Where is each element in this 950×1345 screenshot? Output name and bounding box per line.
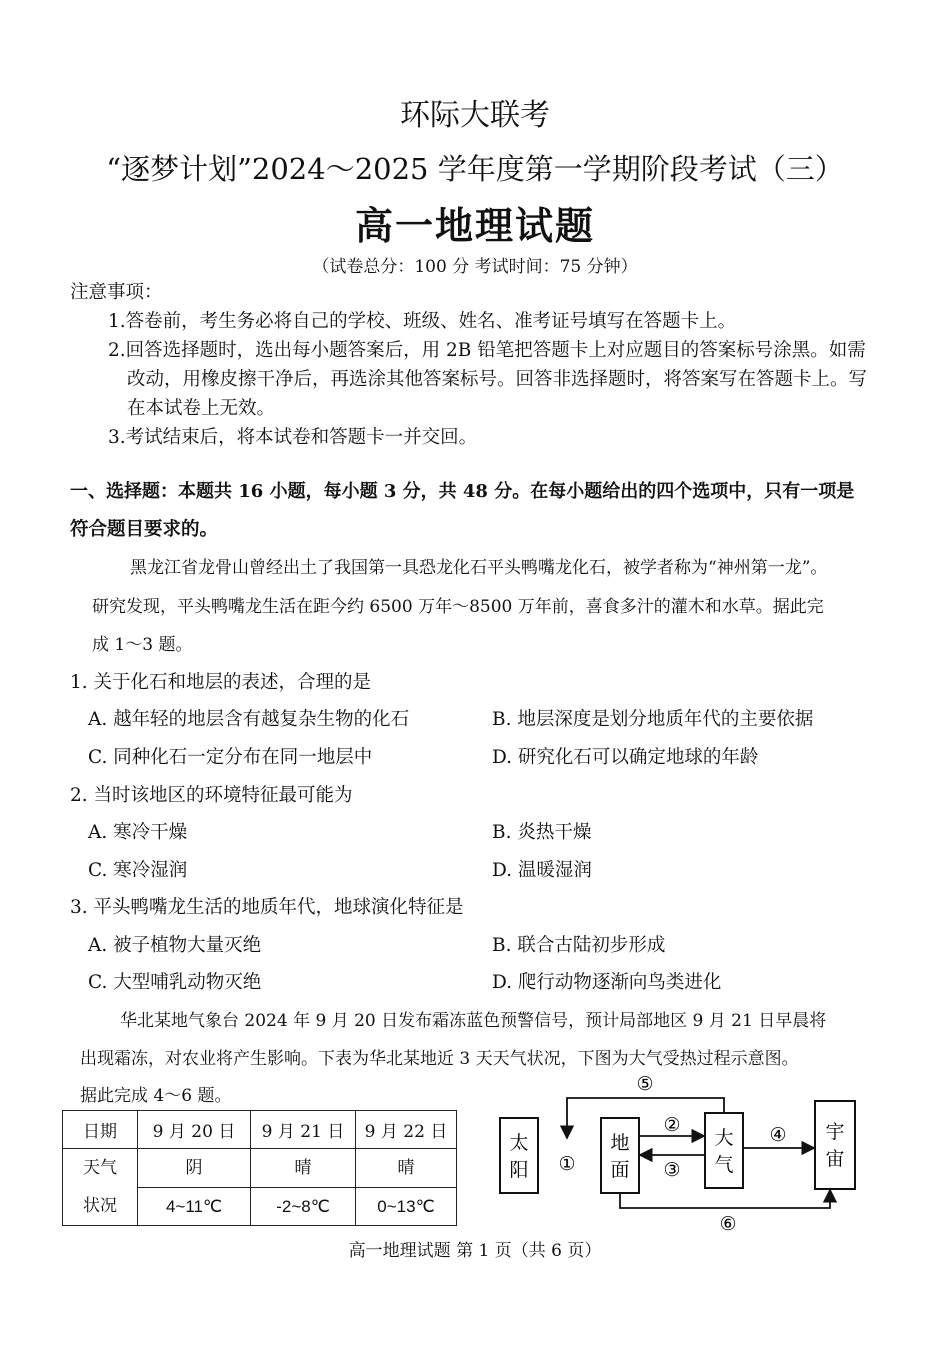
date-cell-1: 9 月 20 日 — [138, 1111, 251, 1149]
label-5: ⑤ — [636, 1073, 654, 1095]
date-cell-3: 9 月 22 日 — [356, 1111, 457, 1149]
note-line-5: 3.考试结束后，将本试卷和答题卡一并交回。 — [108, 427, 478, 448]
question-1-option-c: C. 同种化石一定分布在同一地层中 — [88, 747, 373, 768]
question-3-option-b: B. 联合古陆初步形成 — [492, 935, 666, 956]
label-4: ④ — [769, 1124, 787, 1146]
space-label-1: 宇 — [825, 1121, 845, 1143]
question-1-option-a: A. 越年轻的地层含有越复杂生物的化石 — [88, 709, 410, 730]
exam-organizer: 环际大联考 — [400, 98, 550, 133]
ground-label-1: 地 — [610, 1132, 630, 1154]
passage2-line-1: 华北某地气象台 2024 年 9 月 20 日发布霜冻蓝色预警信号，预计局部地区 9 月 21 日早晨将 — [120, 1011, 827, 1031]
weather-table — [62, 1110, 457, 1226]
question-2-option-d: D. 温暖湿润 — [492, 860, 592, 881]
label-1: ① — [558, 1153, 576, 1175]
temp-day-3: 0~13℃ — [377, 1196, 435, 1216]
weather-condition-header — [63, 1149, 138, 1226]
weather-cell-1 — [138, 1149, 251, 1226]
question-2-stem: 2. 当时该地区的环境特征最可能为 — [70, 785, 353, 806]
question-3-option-c: C. 大型哺乳动物灭绝 — [88, 972, 262, 993]
date-header: 日期 — [63, 1111, 138, 1149]
question-1-option-b: B. 地层深度是划分地质年代的主要依据 — [492, 709, 814, 730]
note-line-3: 改动，用橡皮擦干净后，再选涂其他答案标号。回答非选择题时，将答案写在答题卡上。写 — [127, 369, 868, 390]
passage1-line-3: 成 1～3 题。 — [92, 635, 193, 655]
exam-name: “逐梦计划”2024～2025 学年度第一学期阶段考试（三） — [106, 152, 844, 186]
question-3-stem: 3. 平头鸭嘴龙生活的地质年代，地球演化特征是 — [70, 897, 464, 918]
ground-label-2: 面 — [610, 1159, 630, 1181]
passage1-line-1: 黑龙江省龙骨山曾经出土了我国第一具恐龙化石平头鸭嘴龙化石，被学者称为“神州第一龙”。 — [130, 558, 828, 578]
sun-box — [500, 1118, 538, 1193]
arrow-5 — [567, 1098, 724, 1138]
question-1-stem: 1. 关于化石和地层的表述，合理的是 — [70, 672, 372, 693]
weather-day-2: 晴 — [251, 1150, 355, 1188]
question-2-option-a: A. 寒冷干燥 — [88, 822, 188, 843]
space-box — [815, 1101, 855, 1189]
atmosphere-box — [705, 1113, 743, 1188]
question-2-option-b: B. 炎热干燥 — [492, 822, 592, 843]
weather-label-1: 天气 — [83, 1158, 117, 1178]
note-line-2: 2.回答选择题时，选出每小题答案后，用 2B 铅笔把答题卡上对应题目的答案标号涂黑。如需 — [108, 340, 866, 361]
weather-day-3: 晴 — [356, 1150, 456, 1188]
date-cell-2: 9 月 21 日 — [251, 1111, 356, 1149]
ground-box — [601, 1118, 639, 1193]
question-1-option-d: D. 研究化石可以确定地球的年龄 — [492, 747, 759, 768]
temp-day-2: -2~8℃ — [276, 1196, 330, 1216]
note-line-4: 在本试卷上无效。 — [127, 398, 276, 419]
arrow-6 — [620, 1190, 830, 1208]
question-2-option-c: C. 寒冷湿润 — [88, 860, 188, 881]
question-3-option-a: A. 被子植物大量灭绝 — [88, 935, 262, 956]
sun-label-2: 阳 — [509, 1159, 529, 1181]
temp-day-1: 4~11℃ — [165, 1196, 223, 1216]
weather-day-1: 阴 — [138, 1150, 250, 1188]
exam-info: （试卷总分：100 分 考试时间：75 分钟） — [312, 257, 638, 277]
page-footer: 高一地理试题 第 1 页（共 6 页） — [348, 1241, 602, 1261]
atmosphere-label-2: 气 — [714, 1154, 734, 1176]
question-3-option-d: D. 爬行动物逐渐向鸟类进化 — [492, 972, 722, 993]
label-3: ③ — [663, 1159, 681, 1181]
weather-cell-3 — [356, 1149, 457, 1226]
space-label-2: 宙 — [825, 1148, 845, 1170]
passage1-line-2: 研究发现，平头鸭嘴龙生活在距今约 6500 万年～8500 万年前，喜食多汁的灌木和水草。据此完 — [92, 597, 824, 617]
note-line-1: 1.答卷前，考生务必将自己的学校、班级、姓名、准考证号填写在答题卡上。 — [108, 311, 737, 332]
weather-cell-2 — [251, 1149, 356, 1226]
sun-label-1: 太 — [509, 1132, 529, 1154]
section-heading-line-1: 一、选择题：本题共 16 小题，每小题 3 分，共 48 分。在每小题给出的四个选项中，只有一项是 — [70, 481, 855, 502]
passage2-line-3: 据此完成 4～6 题。 — [80, 1086, 232, 1106]
label-2: ② — [663, 1114, 681, 1136]
page-title: 高一地理试题 — [354, 203, 595, 248]
atmosphere-label-1: 大 — [714, 1127, 734, 1149]
label-6: ⑥ — [719, 1213, 737, 1235]
weather-label-2: 状况 — [83, 1196, 117, 1216]
passage2-line-2: 出现霜冻，对农业将产生影响。下表为华北某地近 3 天天气状况，下图为大气受热过程示意图。 — [80, 1049, 799, 1069]
atmosphere-heating-diagram — [495, 1068, 875, 1238]
notes-heading: 注意事项： — [70, 282, 163, 303]
section-heading-line-2: 符合题目要求的。 — [70, 519, 219, 540]
